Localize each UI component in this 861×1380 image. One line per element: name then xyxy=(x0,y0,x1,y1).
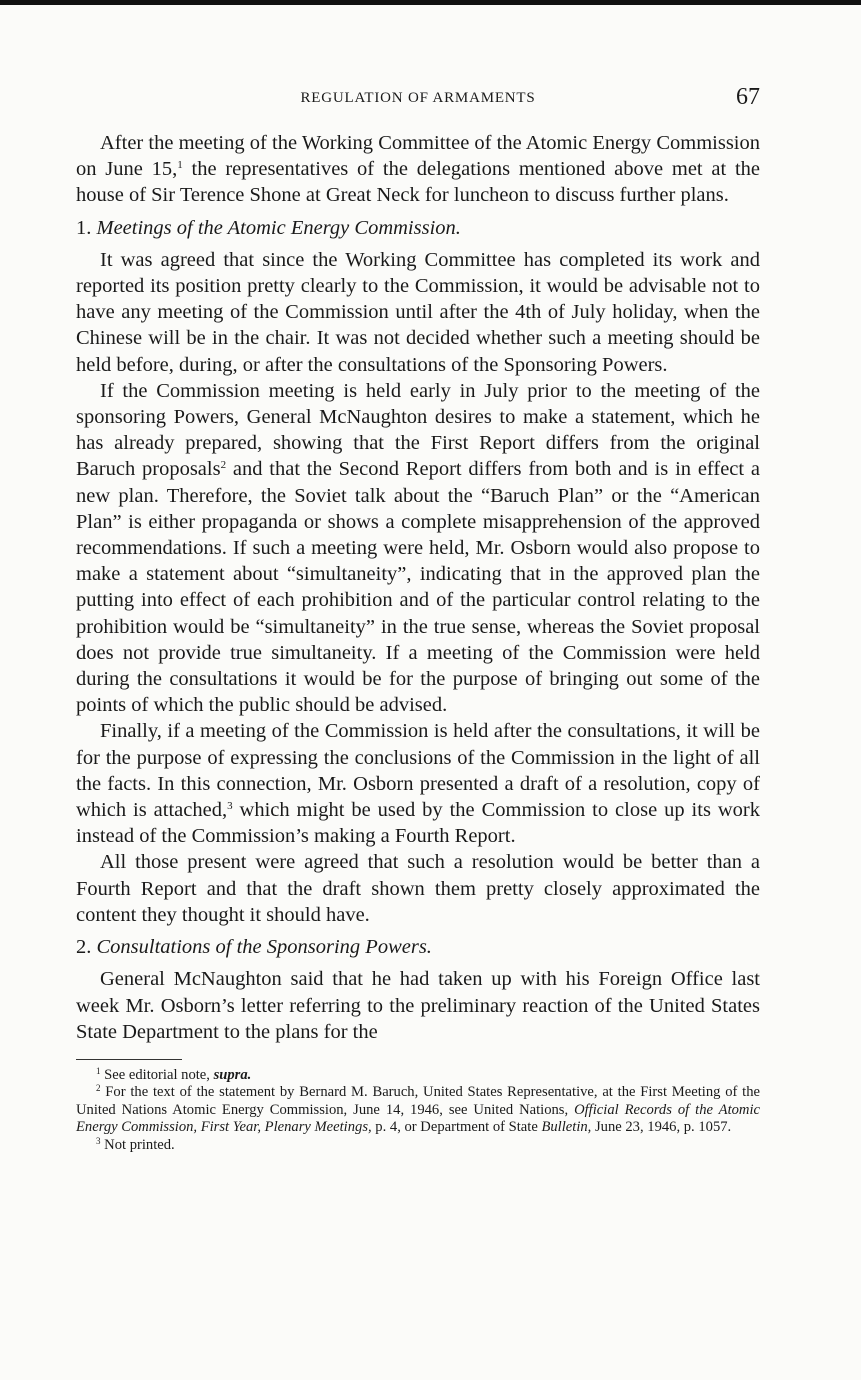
footnote-separator xyxy=(76,1059,182,1060)
paragraph-1-part-b: the representatives of the delegations mentioned above met at the house of Sir Terence Shone at Great Neck for luncheon to discuss further plans. xyxy=(76,158,760,207)
paragraph-3-part-b: and that the Second Report differs from both and is in effect a new plan. Therefore, the Soviet talk about the “Baruch Plan” or the “American Plan” is either propaganda or shows a complete misapprehension of the approved recommendations. If such a meeting were held, Mr. Osborn would also propose to make a statement about “simultaneity”, indicating that in the approved plan the putting into effect of each prohibition and of the particular control relating to the prohibition would be “simultaneity” in the true sense, whereas the Soviet proposal does not provide true simultaneity. If a meeting of the Commission were held during the consultations it would be for the purpose of bringing out some of the points of which the public should be advised. xyxy=(76,458,760,717)
paragraph-1 xyxy=(76,130,760,209)
footnote-ref-3: 3 xyxy=(227,800,233,813)
section-2-title: Consultations of the Sponsoring Powers. xyxy=(96,936,432,959)
footnote-ref-2: 2 xyxy=(220,459,227,472)
paragraph-4-part-a: Finally, if a meeting of the Commission is held after the consultations, it will be for the purpose of expressing the conclusions of the Commission in the light of all the facts. In this connection, Mr. Osborn presented a draft of a resolution, copy of which is attached, xyxy=(76,720,760,822)
running-head: REGULATION OF ARMAMENTS xyxy=(300,90,536,106)
footnote-1-emphasis: supra. xyxy=(213,1066,252,1083)
footnote-2-bulletin: Bulletin, xyxy=(541,1119,592,1136)
paragraph-5: All those present were agreed that such a resolution would be better than a Fourth Report and that the draft shown them pretty closely approximated the content they thought it should have. xyxy=(76,851,760,926)
footnote-2-part-a: For the text of the statement by Bernard M. Baruch, United States Representative, at the First Meeting of the United Nations Atomic Energy Commission, June 14, 1946, see United Nations, xyxy=(76,1084,760,1118)
footnote-1-text: See editorial note, xyxy=(100,1066,214,1083)
footnote-2-citation: Official Records of the Atomic Energy Commission, First Year, Plenary Meetings, xyxy=(76,1101,760,1136)
footnotes xyxy=(76,1067,760,1155)
footnote-3-text: Not printed. xyxy=(100,1136,175,1153)
footnote-1-mark: 1 xyxy=(96,1065,101,1076)
top-edge-rule xyxy=(0,0,861,5)
footnote-2-part-b: p. 4, or Department of State xyxy=(371,1119,542,1136)
body-text xyxy=(76,130,760,1045)
paragraph-4-part-b: which might be used by the Commission to close up its work instead of the Commission’s making a Fourth Report. xyxy=(76,799,761,848)
paragraph-1-part-a: After the meeting of the Working Committee of the Atomic Energy Commission on June 15, xyxy=(76,132,760,181)
footnote-1 xyxy=(76,1067,760,1085)
page-number: 67 xyxy=(736,84,760,110)
document-page xyxy=(76,84,760,1154)
page-header xyxy=(76,84,760,116)
paragraph-3 xyxy=(76,378,760,719)
paragraph-3-part-a: If the Commission meeting is held early in July prior to the meeting of the sponsoring Powers, General McNaughton desires to make a statement, which he has already prepared, showing that the First Report differs from the original Baruch proposals xyxy=(76,379,760,481)
paragraph-2: It was agreed that since the Working Committee has completed its work and reported its position pretty clearly to the Commission, it would be advisable not to have any meeting of the Commission until after the 4th of July holiday, when the Chinese will be in the chair. It was not decided whether such a meeting should be held before, during, or after the consultations of the Sponsoring Powers. xyxy=(76,248,760,376)
footnote-3-mark: 3 xyxy=(96,1135,101,1146)
section-1-title: Meetings of the Atomic Energy Commission. xyxy=(96,216,461,239)
footnote-ref-1: 1 xyxy=(177,159,183,172)
footnote-2-part-c: June 23, 1946, p. 1057. xyxy=(591,1119,732,1136)
paragraph-4 xyxy=(76,718,760,849)
section-1-number: 1. xyxy=(76,216,97,239)
section-heading-2 xyxy=(76,934,760,960)
footnote-2 xyxy=(76,1084,760,1137)
section-2-number: 2. xyxy=(76,936,97,959)
paragraph-6: General McNaughton said that he had taken up with his Foreign Office last week Mr. Osborn’s letter referring to the preliminary reaction of the United States State Department to the plans for the xyxy=(76,968,760,1043)
footnote-2-mark: 2 xyxy=(96,1083,101,1094)
section-heading-1 xyxy=(76,215,760,241)
footnote-3 xyxy=(76,1137,760,1155)
